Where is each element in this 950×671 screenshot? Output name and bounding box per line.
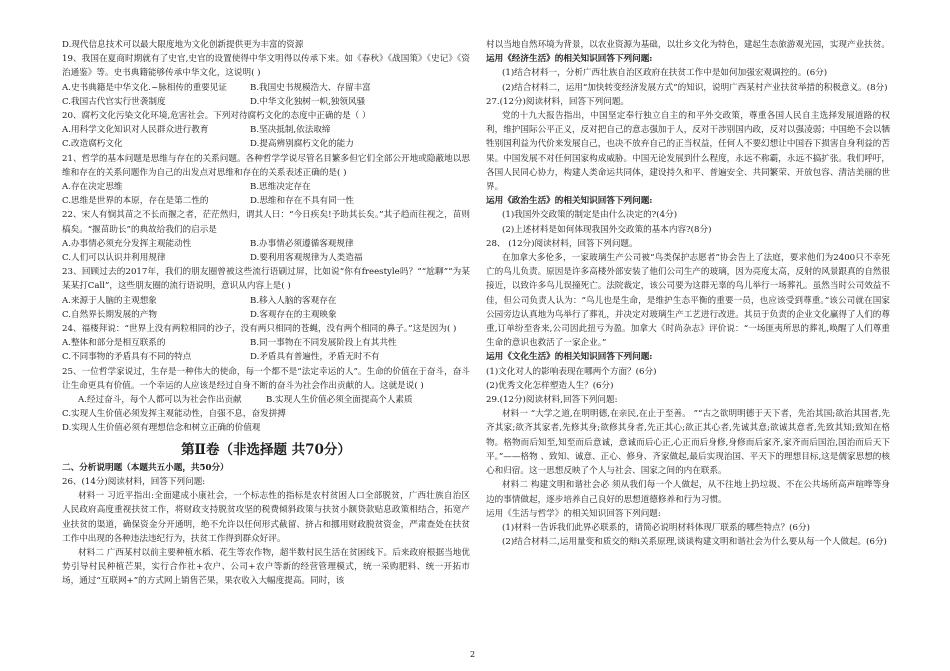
paragraph: 29.(12分)阅读材料,回答下列问题: (486, 395, 618, 406)
paragraph: (2)结合材料二,运用量变和质交的辩ⅰ关系原理,谈谈构建文明和谐社会为什么要从每一个人做起。(6分) (502, 537, 887, 548)
answer-options-row (62, 237, 470, 251)
paragraph: 28、 (12分)阅读材料，回答下列问题。 (486, 238, 638, 249)
option-a: A.存在决定思维 (62, 182, 123, 193)
section-heading: 运用《经济生活》的相关知识回答下列问题: (486, 54, 653, 65)
option-b: B.我国史书规模浩大、存留丰富 (250, 82, 371, 93)
option-a: C.人们可以认识并利用规律 (62, 253, 166, 264)
paragraph: (1)文化对人的影响表现在哪两个方面？(6分) (486, 366, 657, 377)
paragraph: (1)结合材料一，分析广西壮族自治区政府在扶贫工作中是如何加强宏观调控的。(6分) (502, 68, 828, 79)
option-b: D.矛盾具有普遍性，矛盾无时不有 (250, 352, 380, 363)
paragraph: 21、哲学的基本问题是思维与存在的关系问题。各种哲学学说尽管名目繁多但它们全部公开地或隐蔽地以思维和存在的关系问题作为自己的出发点对思维和存在的关系表述正确的是( ) (62, 153, 470, 178)
paragraph: 材料二 广西某村以前主要种植水稻、花生等农作物，超半数村民生活在贫困线下。后来政府根据当地优势引导村民种植芒果，实行合作社+农户、公司+农户等新的经营管理模式，统一采购肥料、统一开拓市场，通过“互联网+”的方式网上销售芒果，果农收入大幅度提高。同时，该 (62, 547, 470, 587)
option-b: B.思维决定存在 (250, 182, 311, 193)
answer-options-row (62, 350, 470, 364)
answer-options-row (62, 294, 470, 308)
paragraph: 22、宋人有悯其苗之不长而揠之者，茫茫然归，谓其人曰：“今日疾矣!予助其长矣。”其子趋而往视之，苗则槁矣。“揠苗助长”的典故给我们的启示是 (62, 210, 470, 235)
option-a: A.整体和部分是相互联系的 (62, 338, 166, 349)
answer-options-row (62, 393, 470, 407)
paragraph: 19、我国在夏商时期就有了史官,史官的设置使得中华文明得以传承下来。如《春秋》《战国策》《史记》《资治通鉴》等。史书典籍能够传承中华文化，这说明( ) (62, 54, 470, 79)
paragraph: 26、(14分)阅读材料，回答下列问题: (62, 476, 206, 487)
right-column (486, 38, 890, 549)
paragraph: 党的十九大报告指出，中国坚定奉行独立自主的和平外交政策，尊重各国人民自主选择发展道路的权利，维护国际公平正义，反对把自己的意志强加于人，反对干涉别国内政，反对以强凌弱；中国绝不会以牺牲别国利益为代价来发展自己，也决不放弃自己的正当权益，任何人不要幻想让中国吞下损害自身利益的苦果。中国发展不对任何国家构成威胁。中国无论发展到什么程度，永远不称霸，永远不搞扩张。我们呼吁，各国人民同心协力，构建人类命运共同体，建设持久和平、普遍安全、共同繁荣、开放包容、清洁美丽的世界。 (486, 111, 890, 193)
option-b: B.同一事物在不同发展阶段上有其共性 (250, 338, 397, 349)
option-b: D.客观存在的主观映象 (250, 309, 337, 320)
answer-options-row (62, 137, 470, 151)
paragraph: 27.(12分)阅读材料，回答下列问题。 (486, 96, 630, 107)
paragraph: (1)材料一告诉我们此界必联系的，请简必说明材料体现厂联系的哪些特点？(6分) (502, 522, 810, 533)
option-b: B.实现人生价值必须全面提高个人素质 (266, 395, 413, 406)
answer-options-row (62, 194, 470, 208)
paragraph: 材料一 习近平指出:全面建成小康社会，一个标志性的指标是农村贫困人口全部脱贫，广西壮族自治区人民政府高度重视扶贫工作，将财政支持脱贫攻坚的税费倾斜政策与扶贫小额贷款贴息政策相结合，拓宽产业扶贫的渠道，确保资金分开通明，绝不允许以任何形式截留、挤占和挪用财政脱贫资金，严肃查处在扶贫工作中出现的各种违法违纪行为，扶贫工作得到群众好评。 (62, 491, 470, 544)
option-b: D.思维和存在不具有同一性 (250, 196, 354, 207)
option-a: C.我国古代官实行世袭制度 (62, 96, 166, 107)
paragraph: C.实现人生价值必须发挥主观能动性，自强不息，奋发拼搏 (62, 409, 286, 420)
option-b: B.移入人脑的客观存在 (250, 295, 337, 306)
paragraph: 25、一位哲学家说过，生存是一种伟大的使命，每一个都不是“法定幸运的人”。生命的价值在于奋斗，奋斗让生命更具有价值。一个幸运的人应该是经过自身不断的奋斗为社会作出贡献的人。这就是说( ) (62, 366, 470, 391)
part-title: 第Ⅱ卷（非选择题 共70分） (181, 441, 351, 458)
paragraph: 材料一 “大学之道,在明明德,在亲民,在止于至善。 ”“古之欲明明德于天下者，先治其国;欲治其国者,先齐其家;欲齐其家者,先修其身;欲修其身者,先正其心;欲正其心者,先诚其意;欲诚其意者,先致其知;致知在格物。格物而后知至,知至而后意诚，意诚而后心正,心正而后身修,身修而后家齐,家齐而后国治,国治而后天下平。”——格物 、致知、诚意、正心、修身、齐家做起,最后实现治国、平天下的理想目标,这是儒家思想的核心和归宿。这一思想反映了个人与社会、国家之间的内在联系。 (486, 409, 890, 477)
paragraph: (1)我国外交政策的制定是由什么决定的?(4分) (502, 210, 678, 221)
option-a: C.不同事物的矛盾具有不同的特点 (62, 352, 192, 363)
paragraph: 20、腐朽文化污染文化环境,危害社会。下列对待腐朽文化的态度中正确的是（ ） (62, 111, 371, 122)
paragraph: 23、回顾过去的2017年，我们的朋友圈曾被这些流行语刷过屏，比如说“你有freestyle吗？”“尬聊”“为某某某打Call”，这些朋友圈的流行语说明，意识从内容上是( ) (62, 267, 470, 292)
option-b: B.坚决抵制,依法取缔 (250, 125, 331, 136)
option-a: A.用科学文化知识对人民群众进行教育 (62, 125, 209, 136)
paragraph: 在加拿大多伦多，一家玻璃生产公司被“鸟类保护志愿者”协会告上了法庭，要求他们为2400只不幸死亡的鸟儿负责。原因是许多高楼外部安装了他们公司生产的玻璃，因为亮度太高，反射的风景跟真的自然很接近，以致许多鸟儿误撞死亡。法院裁定，该公司要为这群无辜的鸟儿举行一场葬礼。虽然当时公司效益不佳，但公司负责人认为：“鸟儿也是生命，是维护生态平衡的重要一员，也应该受到尊重。”该公司就在国家公园旁边认真地为鸟举行了葬礼，并决定对玻璃生产工艺进行改进。其员于负责的企业文化赢得了人们的尊重,订单纷至沓来,公司因此扭亏为盈。加拿大《时尚杂志》评价说：“一场匪夷所思的葬礼,唤醒了人们尊重生命的意识也救活了一家企业。” (486, 253, 890, 349)
option-b: B.办事情必须遵循客观规律 (250, 238, 354, 249)
option-b: D.中华文化独树一帜,独领风骚 (250, 96, 366, 107)
answer-options-row (62, 81, 470, 95)
option-a: C.改造腐朽文化 (62, 139, 123, 150)
option-a: A.办事情必须充分发挥主观能动性 (62, 238, 192, 249)
option-a: C.思维是世界的本原，存在是第二性的 (62, 196, 209, 207)
paragraph: 村以当地自然环境为背景，以农业资源为基础，以壮乡文化为特色，建起生态旅游观光园，实现产业扶贫。 (486, 40, 890, 50)
answer-options-row (62, 308, 470, 322)
option-a: A.来源于人脑的主观想象 (62, 295, 157, 306)
answer-options-row (62, 251, 470, 265)
paragraph: D.实现人生价值必须有理想信念和树立正确的价值观 (62, 423, 261, 434)
paragraph: (2)上述材料是如何体现我国外交政策的基本内容?(8分) (502, 224, 712, 235)
paragraph: D.现代信息技术可以最大限度地为文化创新提供更为丰富的资源 (62, 40, 304, 50)
paragraph: 24、福楼拜说：“世界上没有两粒相同的沙子，没有两只相同的苍蝇，没有两个相同的鼻子。”这是因为( ) (62, 324, 457, 335)
page-number: 2 (470, 650, 476, 659)
answer-options-row (62, 336, 470, 350)
option-a: A.史书典籍是中华文化.~脉相传的重要见证 (62, 82, 227, 93)
paragraph: 运用《生活与哲学》的相关知识回答下列问题: (486, 508, 661, 519)
section-heading: 二、分析说明题（本题共五小题，共50分） (62, 462, 229, 473)
paragraph: 材料二 构建文明和谐社会必 须从我们每一个人做起，从不往地上扔垃圾、不在公共场所高声喧哗等身边的事情做起，逐步培养自己良好的思想道德修养和行为习惯。 (486, 480, 890, 505)
answer-options-row (62, 123, 470, 137)
answer-options-row (62, 95, 470, 109)
option-a: A.经过奋斗，每个人都可以为社会作出贡献 (78, 395, 242, 406)
section-heading: 运用《文化生活》的相关知识回答下列问题: (486, 352, 653, 363)
section-heading: 运用《政治生活》的相关知识回答下列问题: (486, 196, 653, 207)
option-a: C.自然界长期发展的产物 (62, 309, 157, 320)
paragraph: (2)结合材料二，运用“加快转变经济发展方式”的知识，说明广西某村产业扶贫举措的积极意义。(8分) (502, 82, 888, 93)
option-b: D.要利用客观规律为人类造福 (250, 253, 363, 264)
answer-options-row (62, 180, 470, 194)
paragraph: (2)优秀文化怎样塑造人生？(6分) (486, 380, 614, 391)
option-b: D.提高辨别腐朽文化的能力 (250, 139, 354, 150)
left-column (62, 38, 470, 589)
